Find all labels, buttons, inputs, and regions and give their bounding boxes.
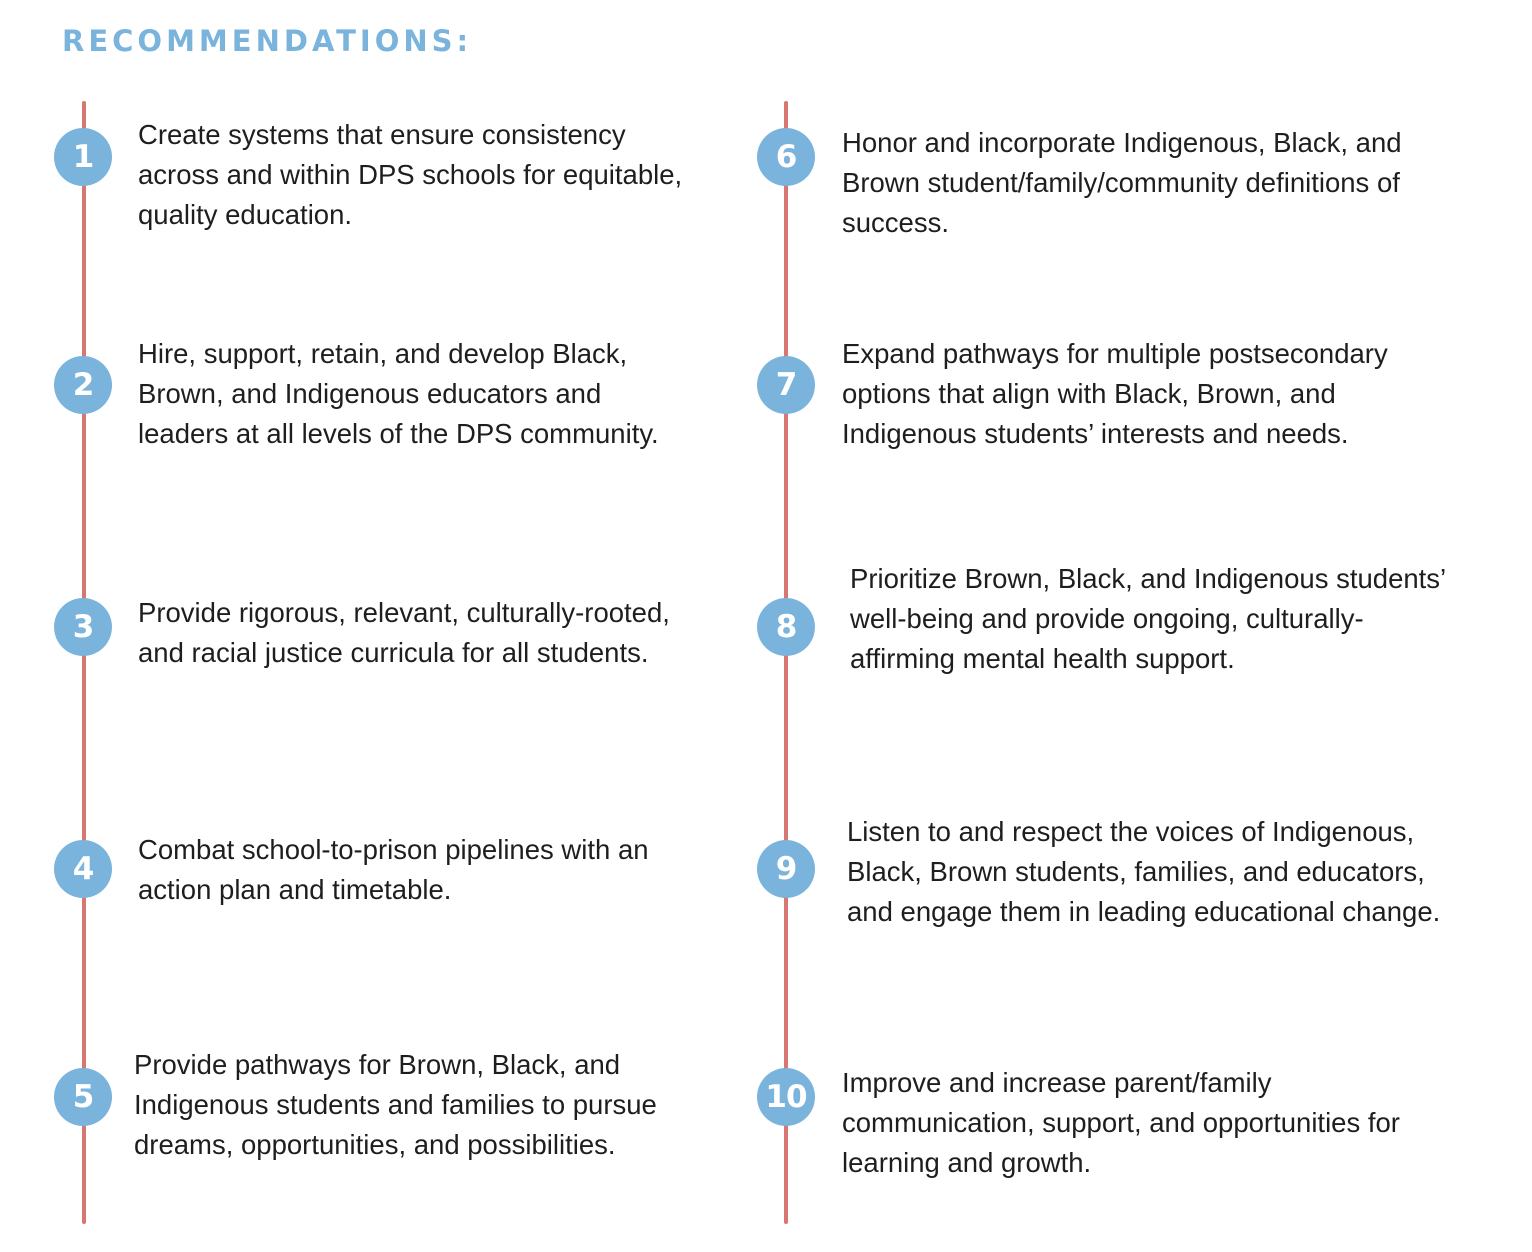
text-line: across and within DPS schools for equitable, <box>138 159 683 190</box>
recommendation-text-4 <box>138 830 649 910</box>
recommendation-text-1 <box>138 115 682 235</box>
text-line: Expand pathways for multiple postsecondary <box>842 338 1388 369</box>
text-line: Indigenous students’ interests and needs. <box>842 418 1349 449</box>
text-line: quality education. <box>138 199 353 230</box>
text-line: Hire, support, retain, and develop Black, <box>138 338 628 369</box>
text-line: Improve and increase parent/family <box>842 1067 1272 1098</box>
recommendation-text-2 <box>138 334 659 454</box>
text-line: learning and growth. <box>842 1147 1092 1178</box>
text-line: Create systems that ensure consistency <box>138 119 626 150</box>
recommendation-text-5 <box>134 1045 657 1165</box>
text-line: Combat school-to-prison pipelines with an <box>138 834 649 865</box>
recommendation-number-badge: 1 <box>54 128 112 186</box>
text-line: success. <box>842 207 949 238</box>
recommendation-text-7 <box>842 334 1388 454</box>
timeline-line-right <box>784 101 788 1224</box>
text-line: Listen to and respect the voices of Indigenous, <box>847 816 1415 847</box>
text-line: options that align with Black, Brown, and <box>842 378 1336 409</box>
text-line: and racial justice curricula for all students. <box>138 637 649 668</box>
recommendation-number-badge: 4 <box>54 840 112 898</box>
recommendation-text-10 <box>842 1063 1400 1183</box>
text-line: communication, support, and opportunities for <box>842 1107 1400 1138</box>
recommendation-text-9 <box>847 812 1440 932</box>
recommendation-number-badge: 3 <box>54 598 112 656</box>
recommendation-text-6 <box>842 123 1402 243</box>
timeline-line-left <box>82 101 86 1224</box>
recommendation-number-badge: 6 <box>757 128 815 186</box>
text-line: dreams, opportunities, and possibilities. <box>134 1129 616 1160</box>
recommendation-number-badge: 5 <box>54 1068 112 1126</box>
recommendation-text-8 <box>850 559 1446 679</box>
text-line: well-being and provide ongoing, culturally- <box>850 603 1364 634</box>
text-line: Indigenous students and families to pursue <box>134 1089 657 1120</box>
recommendation-text-3 <box>138 593 670 673</box>
text-line: action plan and timetable. <box>138 874 452 905</box>
text-line: Provide pathways for Brown, Black, and <box>134 1049 621 1080</box>
page-heading: RECOMMENDATIONS: <box>62 24 473 58</box>
recommendation-number-badge: 2 <box>54 356 112 414</box>
text-line: Brown student/family/community definitions of <box>842 167 1400 198</box>
text-line: leaders at all levels of the DPS community. <box>138 418 659 449</box>
text-line: Honor and incorporate Indigenous, Black, and <box>842 127 1402 158</box>
text-line: Black, Brown students, families, and educators, <box>847 856 1425 887</box>
recommendation-number-badge: 7 <box>757 356 815 414</box>
recommendation-number-badge: 10 <box>757 1068 815 1126</box>
text-line: Provide rigorous, relevant, culturally-rooted, <box>138 597 670 628</box>
text-line: Prioritize Brown, Black, and Indigenous students’ <box>850 563 1447 594</box>
text-line: Brown, and Indigenous educators and <box>138 378 602 409</box>
text-line: affirming mental health support. <box>850 643 1235 674</box>
recommendation-number-badge: 8 <box>757 598 815 656</box>
recommendation-number-badge: 9 <box>757 840 815 898</box>
text-line: and engage them in leading educational change. <box>847 896 1441 927</box>
